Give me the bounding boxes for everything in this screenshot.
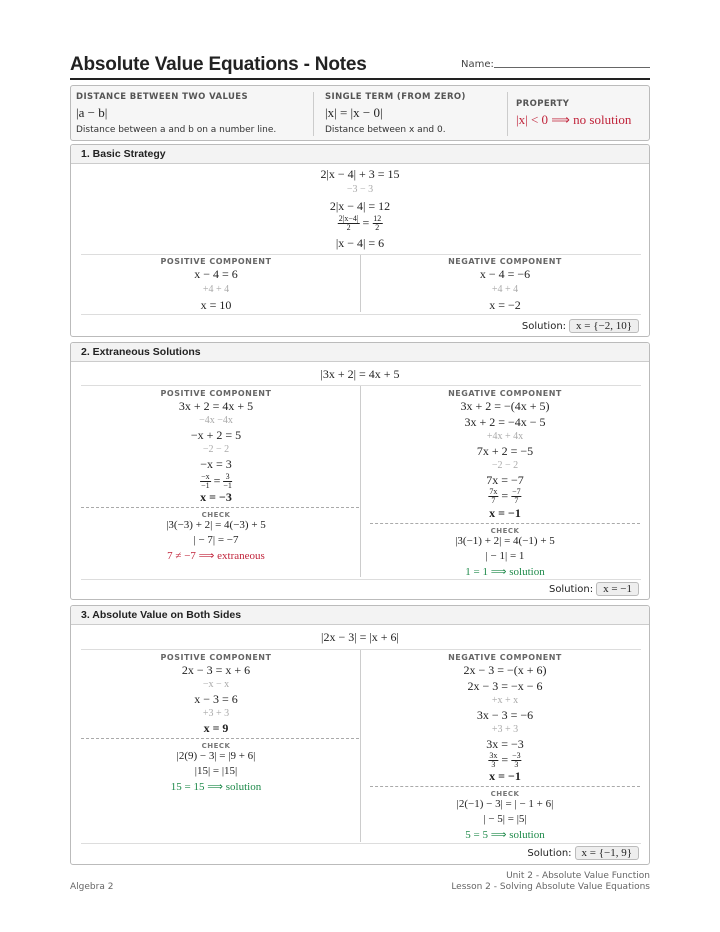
equation-result: x = −1 <box>489 506 521 520</box>
footer-course: Algebra 2 <box>70 882 114 892</box>
solution: Solution: x = {−2, 10} <box>522 319 639 333</box>
equation-line: 2|x − 4| + 3 = 15 <box>320 167 400 181</box>
fraction-step: $\frac{2|x-4|}{2}$ = $\frac{12}{2}$ <box>338 214 382 232</box>
divider <box>81 738 359 739</box>
name-input-line[interactable] <box>494 67 650 68</box>
check-line: |15| = |15| <box>194 765 238 777</box>
check-label: CHECK <box>201 742 231 750</box>
property-description: Distance between x and 0. <box>325 125 446 135</box>
check-result-solution: 15 = 15 ⟹ solution <box>170 781 262 793</box>
check-line: | − 5| = |5| <box>483 813 527 825</box>
equation-step: +3 + 3 <box>202 708 230 719</box>
divider <box>81 507 359 508</box>
equation-step: +4 + 4 <box>491 284 519 295</box>
solution-value: x = −1 <box>596 582 639 596</box>
page-title: Absolute Value Equations - Notes <box>70 54 367 75</box>
equation-result: x = −1 <box>489 769 521 783</box>
check-line: |2(9) − 3| = |9 + 6| <box>176 750 256 762</box>
equation-line: 2|x − 4| = 12 <box>329 199 391 213</box>
divider <box>81 579 641 580</box>
equation-line: −x + 2 = 5 <box>190 428 242 442</box>
equation-line: 7x = −7 <box>486 473 524 487</box>
check-line: |3(−1) + 2| = 4(−1) + 5 <box>455 535 555 547</box>
section-both-sides <box>70 605 650 865</box>
property-description: Distance between a and b on a number line. <box>76 125 277 135</box>
divider <box>81 385 641 386</box>
divider <box>81 314 641 315</box>
equation-step: −2 − 2 <box>202 444 230 455</box>
property-heading: SINGLE TERM (FROM ZERO) <box>325 92 466 102</box>
check-result-solution: 5 = 5 ⟹ solution <box>465 829 545 841</box>
equation-result: x = −2 <box>489 298 521 312</box>
divider <box>81 649 641 650</box>
equation-line: x − 4 = 6 <box>194 267 238 281</box>
equation-line: 2x − 3 = −x − 6 <box>467 679 543 693</box>
positive-component-label: POSITIVE COMPONENT <box>160 653 272 662</box>
property-formula: |x| = |x − 0| <box>325 105 383 120</box>
section-title: 3. Absolute Value on Both Sides <box>71 606 649 625</box>
equation-line: −x = 3 <box>200 457 232 471</box>
solution: Solution: x = {−1, 9} <box>527 846 639 860</box>
equation-result: x = 10 <box>200 298 232 312</box>
divider <box>360 255 361 312</box>
equation-step: +4x + 4x <box>486 431 524 442</box>
fraction-step: $\frac{3x}{3}$ = $\frac{-3}{3}$ <box>489 751 521 769</box>
section-title: 2. Extraneous Solutions <box>71 343 649 362</box>
section-extraneous-solutions <box>70 342 650 600</box>
equation-step: +x + x <box>491 695 519 706</box>
footer-lesson: Lesson 2 - Solving Absolute Value Equations <box>451 882 650 892</box>
check-result-extraneous: 7 ≠ −7 ⟹ extraneous <box>167 550 265 562</box>
property-formula: |a − b| <box>76 105 108 120</box>
solution-value: x = {−2, 10} <box>569 319 639 333</box>
divider <box>360 650 361 842</box>
equation-step: +3 + 3 <box>491 724 519 735</box>
divider <box>370 523 640 524</box>
equation-line: 3x + 2 = −4x − 5 <box>464 415 546 429</box>
equation-line: |x − 4| = 6 <box>335 236 385 250</box>
equation-line: 3x = −3 <box>486 737 524 751</box>
name-label: Name: <box>461 59 494 70</box>
page-header <box>70 54 650 80</box>
equation-line: 2x − 3 = x + 6 <box>181 663 251 677</box>
fraction-step: $\frac{7x}{7}$ = $\frac{-7}{7}$ <box>489 487 521 505</box>
equation-line: x − 3 = 6 <box>194 692 238 706</box>
negative-component-label: NEGATIVE COMPONENT <box>448 257 562 266</box>
divider <box>81 254 641 255</box>
equation-line: 3x + 2 = −(4x + 5) <box>460 399 550 413</box>
check-label: CHECK <box>490 527 520 535</box>
negative-component-label: NEGATIVE COMPONENT <box>448 653 562 662</box>
solution-value: x = {−1, 9} <box>575 846 639 860</box>
check-result-solution: 1 = 1 ⟹ solution <box>465 566 545 578</box>
equation-line: |2x − 3| = |x + 6| <box>321 630 399 644</box>
equation-line: 3x + 2 = 4x + 5 <box>178 399 254 413</box>
check-label: CHECK <box>201 511 231 519</box>
equation-line: 3x − 3 = −6 <box>476 708 534 722</box>
negative-component-label: NEGATIVE COMPONENT <box>448 389 562 398</box>
equation-step: −x − x <box>202 679 230 690</box>
divider <box>370 786 640 787</box>
check-line: |2(−1) − 3| = | − 1 + 6| <box>456 798 554 810</box>
property-distance <box>76 92 306 135</box>
divider <box>313 92 314 136</box>
fraction-step: $\frac{-x}{-1}$ = $\frac{3}{-1}$ <box>201 472 232 490</box>
positive-component-label: POSITIVE COMPONENT <box>160 389 272 398</box>
property-nonnegative <box>516 99 646 128</box>
equation-step: −4x −4x <box>199 415 233 426</box>
check-line: | − 1| = 1 <box>485 550 525 562</box>
equation-line: |3x + 2| = 4x + 5 <box>320 367 400 381</box>
equation-line: x − 4 = −6 <box>479 267 531 281</box>
divider <box>360 386 361 577</box>
check-label: CHECK <box>490 790 520 798</box>
properties-panel <box>70 85 650 141</box>
divider <box>81 843 641 844</box>
property-formula: |x| < 0 ⟹ no solution <box>516 112 632 127</box>
property-single-term <box>325 92 505 135</box>
check-line: | − 7| = −7 <box>193 534 239 546</box>
equation-result: x = 9 <box>203 721 229 735</box>
footer-unit: Unit 2 - Absolute Value Function <box>506 871 650 881</box>
solution: Solution: x = −1 <box>549 582 639 596</box>
equation-result: x = −3 <box>200 490 232 504</box>
check-line: |3(−3) + 2| = 4(−3) + 5 <box>166 519 266 531</box>
equation-line: 2x − 3 = −(x + 6) <box>463 663 547 677</box>
equation-step: +4 + 4 <box>202 284 230 295</box>
property-heading: DISTANCE BETWEEN TWO VALUES <box>76 92 249 102</box>
equation-step: −2 − 2 <box>491 460 519 471</box>
section-title: 1. Basic Strategy <box>71 145 649 164</box>
divider <box>507 92 508 136</box>
section-basic-strategy <box>70 144 650 337</box>
equation-line: 7x + 2 = −5 <box>476 444 534 458</box>
property-heading: PROPERTY <box>516 99 570 109</box>
equation-step: −3 − 3 <box>346 184 374 195</box>
positive-component-label: POSITIVE COMPONENT <box>160 257 272 266</box>
